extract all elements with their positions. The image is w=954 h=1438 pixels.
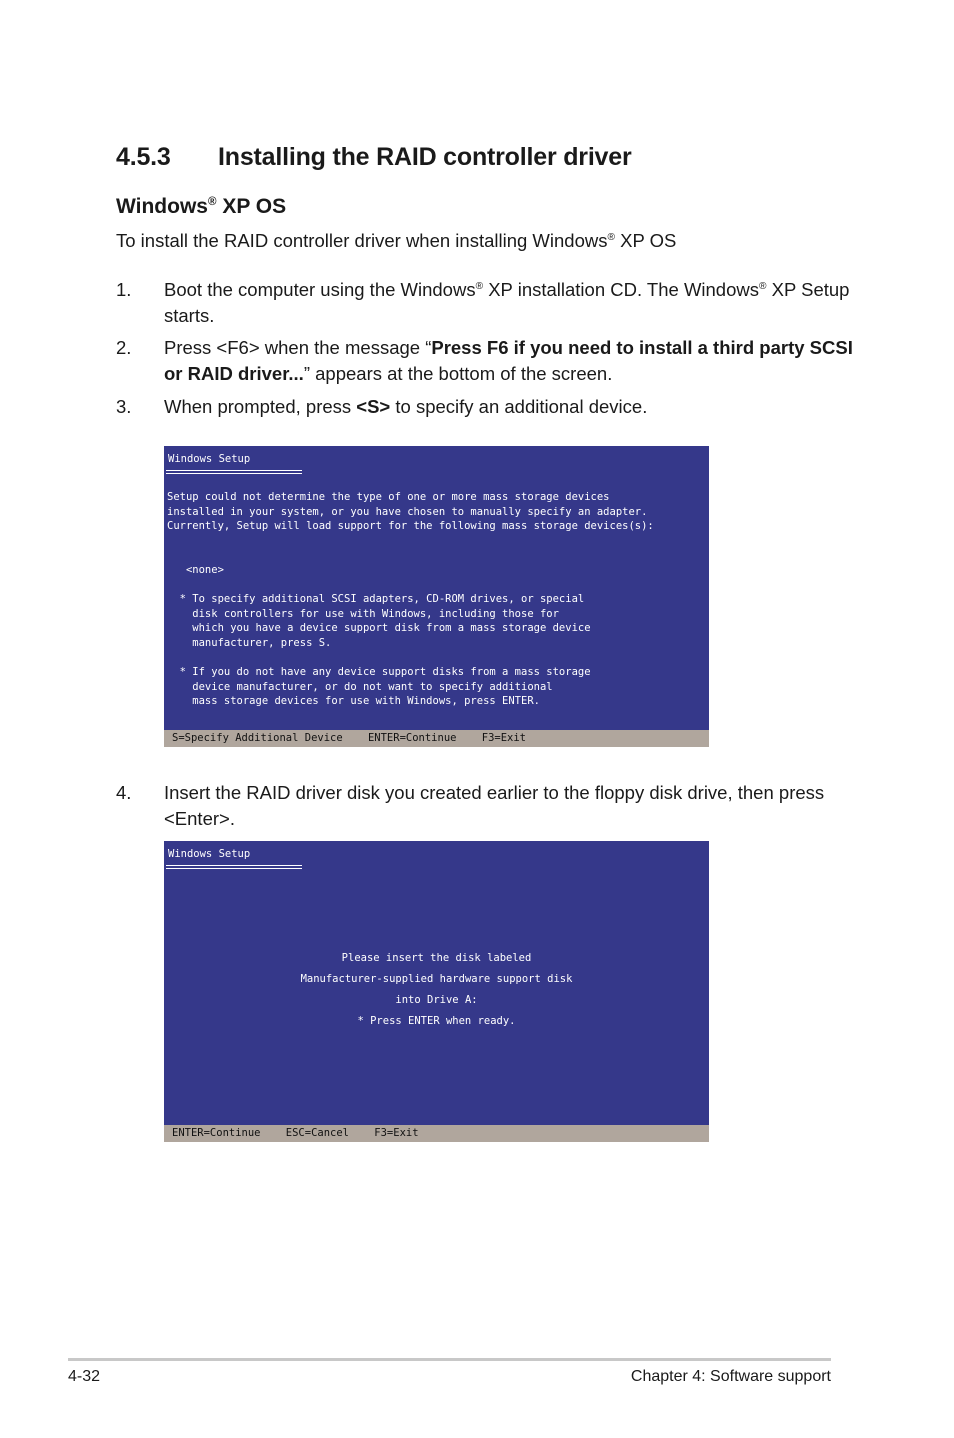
intro-paragraph: To install the RAID controller driver when installing Windows® XP OS	[116, 230, 677, 251]
step-1: 1. Boot the computer using the Windows® XP installation CD. The Windows® XP Setup starts.	[116, 277, 856, 329]
chapter-title: Chapter 4: Software support	[630, 1368, 831, 1385]
section-number: 4.5.3	[116, 143, 171, 171]
screen-1-body: Setup could not determine the type of one or more mass storage devices installed in your system, or you have chosen to manually specify an adapter. Currently, Setup will load support for the following mass storage devices(s): <none> * To specify additional SCSI adapters, CD-ROM drives, or special disk controllers for use with Windows, including those for which you have a device support disk from a mass storage device manufacturer, press S. * If you do not have any device support disks from a mass storage device manufacturer, or do not want to specify additional mass storage devices for use with Windows, press ENTER.	[167, 491, 654, 708]
step-3: 3. When prompted, press <S> to specify an additional device.	[116, 394, 856, 420]
step-4: 4. Insert the RAID driver disk you created earlier to the floppy disk drive, then press <Enter>.	[116, 780, 856, 832]
step-4-text: Insert the RAID driver disk you created earlier to the floppy disk drive, then press <Enter>.	[164, 782, 825, 829]
section-title-text: Installing the RAID controller driver	[218, 143, 632, 171]
footer-divider	[68, 1358, 831, 1361]
subheading: Windows® XP OS	[116, 195, 287, 218]
screen-2-line-2: Manufacturer-supplied hardware support disk	[300, 973, 573, 985]
step-1-text: Boot the computer using the Windows® XP installation CD. The Windows® XP Setup starts.	[164, 279, 850, 326]
windows-setup-screen-2	[164, 841, 709, 1142]
screen-2-line-4: * Press ENTER when ready.	[357, 1015, 516, 1027]
header-underline	[166, 470, 302, 474]
step-3-text: When prompted, press <S> to specify an additional device.	[164, 396, 648, 417]
screen-2-line-1: Please insert the disk labeled	[341, 952, 532, 964]
screen-2-line-3: into Drive A:	[395, 994, 478, 1006]
step-2-text: Press <F6> when the message “Press F6 if you need to install a third party SCSI or RAID driver...” appears at the bottom of the screen.	[164, 337, 853, 384]
page-number: 4-32	[68, 1368, 101, 1385]
screen-2-header: Windows Setup	[168, 848, 251, 860]
section-title	[116, 143, 632, 172]
step-2: 2. Press <F6> when the message “Press F6 if you need to install a third party SCSI or RAID driver...” appears at the bottom of the screen.	[116, 335, 856, 387]
screen-1-header: Windows Setup	[168, 453, 251, 465]
header-underline	[166, 865, 302, 869]
windows-setup-screen-1	[164, 446, 709, 747]
screen-1-status-bar: S=Specify Additional Device ENTER=Continue F3=Exit	[164, 730, 709, 747]
screen-2-status-bar: ENTER=Continue ESC=Cancel F3=Exit	[164, 1125, 709, 1142]
